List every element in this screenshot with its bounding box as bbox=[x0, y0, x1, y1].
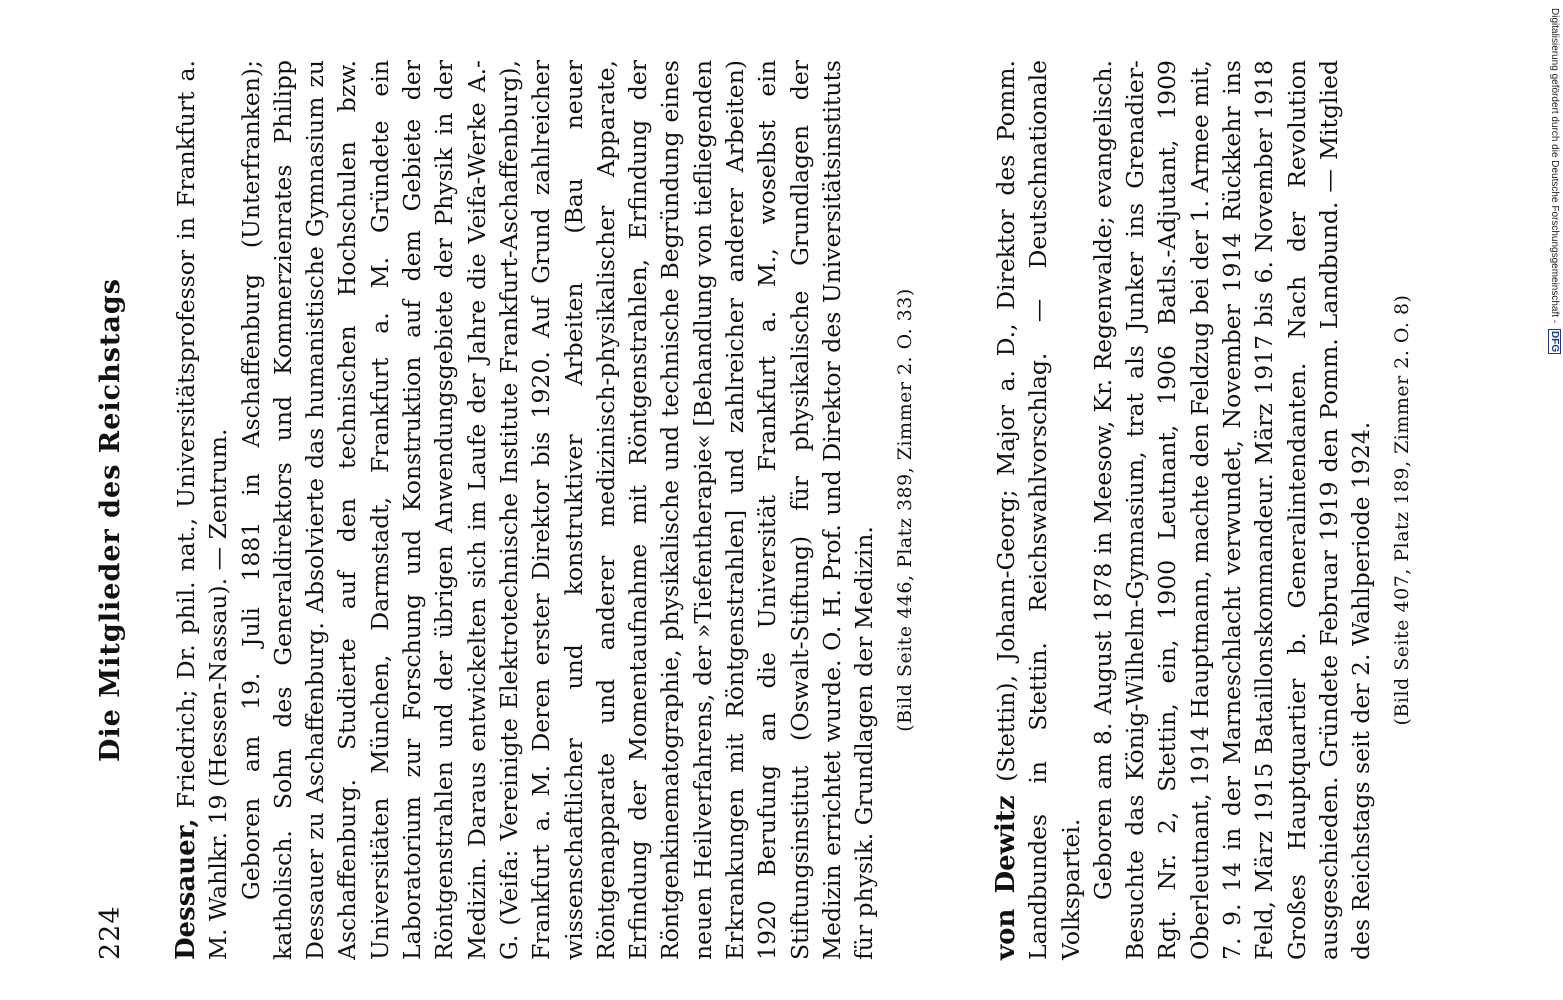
member-entry bbox=[990, 60, 1418, 960]
photo-reference: (Bild Seite 446, Platz 389, Zimmer 2. O. 33) bbox=[893, 288, 916, 732]
page-header bbox=[95, 80, 125, 960]
photo-reference: (Bild Seite 407, Platz 189, Zimmer 2. O. 8) bbox=[1390, 294, 1413, 726]
member-biography: Geboren am 8. August 1878 in Meesow, Kr. Regenwalde; evangelisch. Besuchte das König-Wilhelm-Gymnasium, trat als Junker ins Grenadier-Rgt. Nr. 2, Stettin, ein, 1900 Leutnant, 1906 Batls.-Adjutant, 1909 Oberleutnant, 1914 Hauptmann, machte den Feldzug bei der 1. Armee mit, 7. 9. 14 in der Marneschlacht verwundet, November 1914 Rückkehr ins Feld, März 1915 Bataillonskommandeur. März 1917 bis 6. November 1918 Großes Hauptquartier b. Generalintendanten. Nach der Revolution ausgeschieden. Gründete Februar 1919 den Pomm. Landbund. — Mitglied des Reichstags seit der 2. Wahlperiode 1924. bbox=[1088, 60, 1376, 960]
entry-intro bbox=[990, 60, 1087, 960]
page-number: 224 bbox=[95, 905, 126, 960]
entry-intro bbox=[170, 60, 235, 960]
member-entry bbox=[170, 60, 921, 960]
member-name: Dessauer, bbox=[171, 818, 201, 960]
member-name: von Dewitz bbox=[991, 795, 1021, 960]
credit-text: Digitalisierung gefördert durch die Deutsche Forschungsgemeinschaft - bbox=[1549, 8, 1560, 324]
digitization-credit bbox=[1548, 8, 1561, 354]
member-biography: Geboren am 19. Juli 1881 in Aschaffenburg (Unterfranken); katholisch. Sohn des Generaldirektors und Kommerzienrates Philipp Dessauer zu Aschaffenburg. Absolvierte das humanistische Gymnasium zu Aschaffenburg. Studierte auf den technischen Hochschulen bzw. Universitäten München, Darmstadt, Frankfurt a. M. Gründete ein Laboratorium zur Forschung und Konstruktion auf dem Gebiete der Röntgenstrahlen und der übrigen Anwendungsgebiete der Physik in der Medizin. Daraus entwickelten sich im Laufe der Jahre die Veifa-Werke A.-G. (Veifa: Vereinigte Elektrotechnische Institute Frankfurt-Aschaffenburg), Frankfurt a. M. Deren erster Direktor bis 1920. Auf Grund zahlreicher wissenschaftlicher und konstruktiver Arbeiten (Bau neuer Röntgenapparate und anderer medizinisch-physikalischer Apparate, Erfindung der Momentaufnahme mit Röntgenstrahlen, Erfindung der Röntgenkinematographie, physikalische und technische Begründung eines neuen Heilverfahrens, der »Tiefentherapie« [Behandlung von tiefliegenden Erkrankungen mit Röntgenstrahlen] und zahlreicher anderer Arbeiten) 1920 Berufung an die Universität Frankfurt a. M., woselbst ein Stiftungsinstitut (Oswalt-Stiftung) für physikalische Grundlagen der Medizin errichtet wurde. O. H. Prof. und Direktor des Universitätsinstituts für physik. Grundlagen der Medizin. bbox=[236, 60, 879, 960]
member-summary: Friedrich; Dr. phil. nat., Universitätsprofessor in Frankfurt a. M. Wahlkr. 19 (Hessen-Nassau). — Zentrum. bbox=[172, 60, 233, 960]
running-title: Die Mitglieder des Reichstags bbox=[95, 278, 126, 762]
member-summary: (Stettin), Johann-Georg; Major a. D., Direktor des Pomm. Landbundes in Stettin. Reichswahlvorschlag. — Deutschnationale Volkspartei. bbox=[992, 60, 1085, 960]
dfg-logo: DFG bbox=[1549, 330, 1560, 353]
